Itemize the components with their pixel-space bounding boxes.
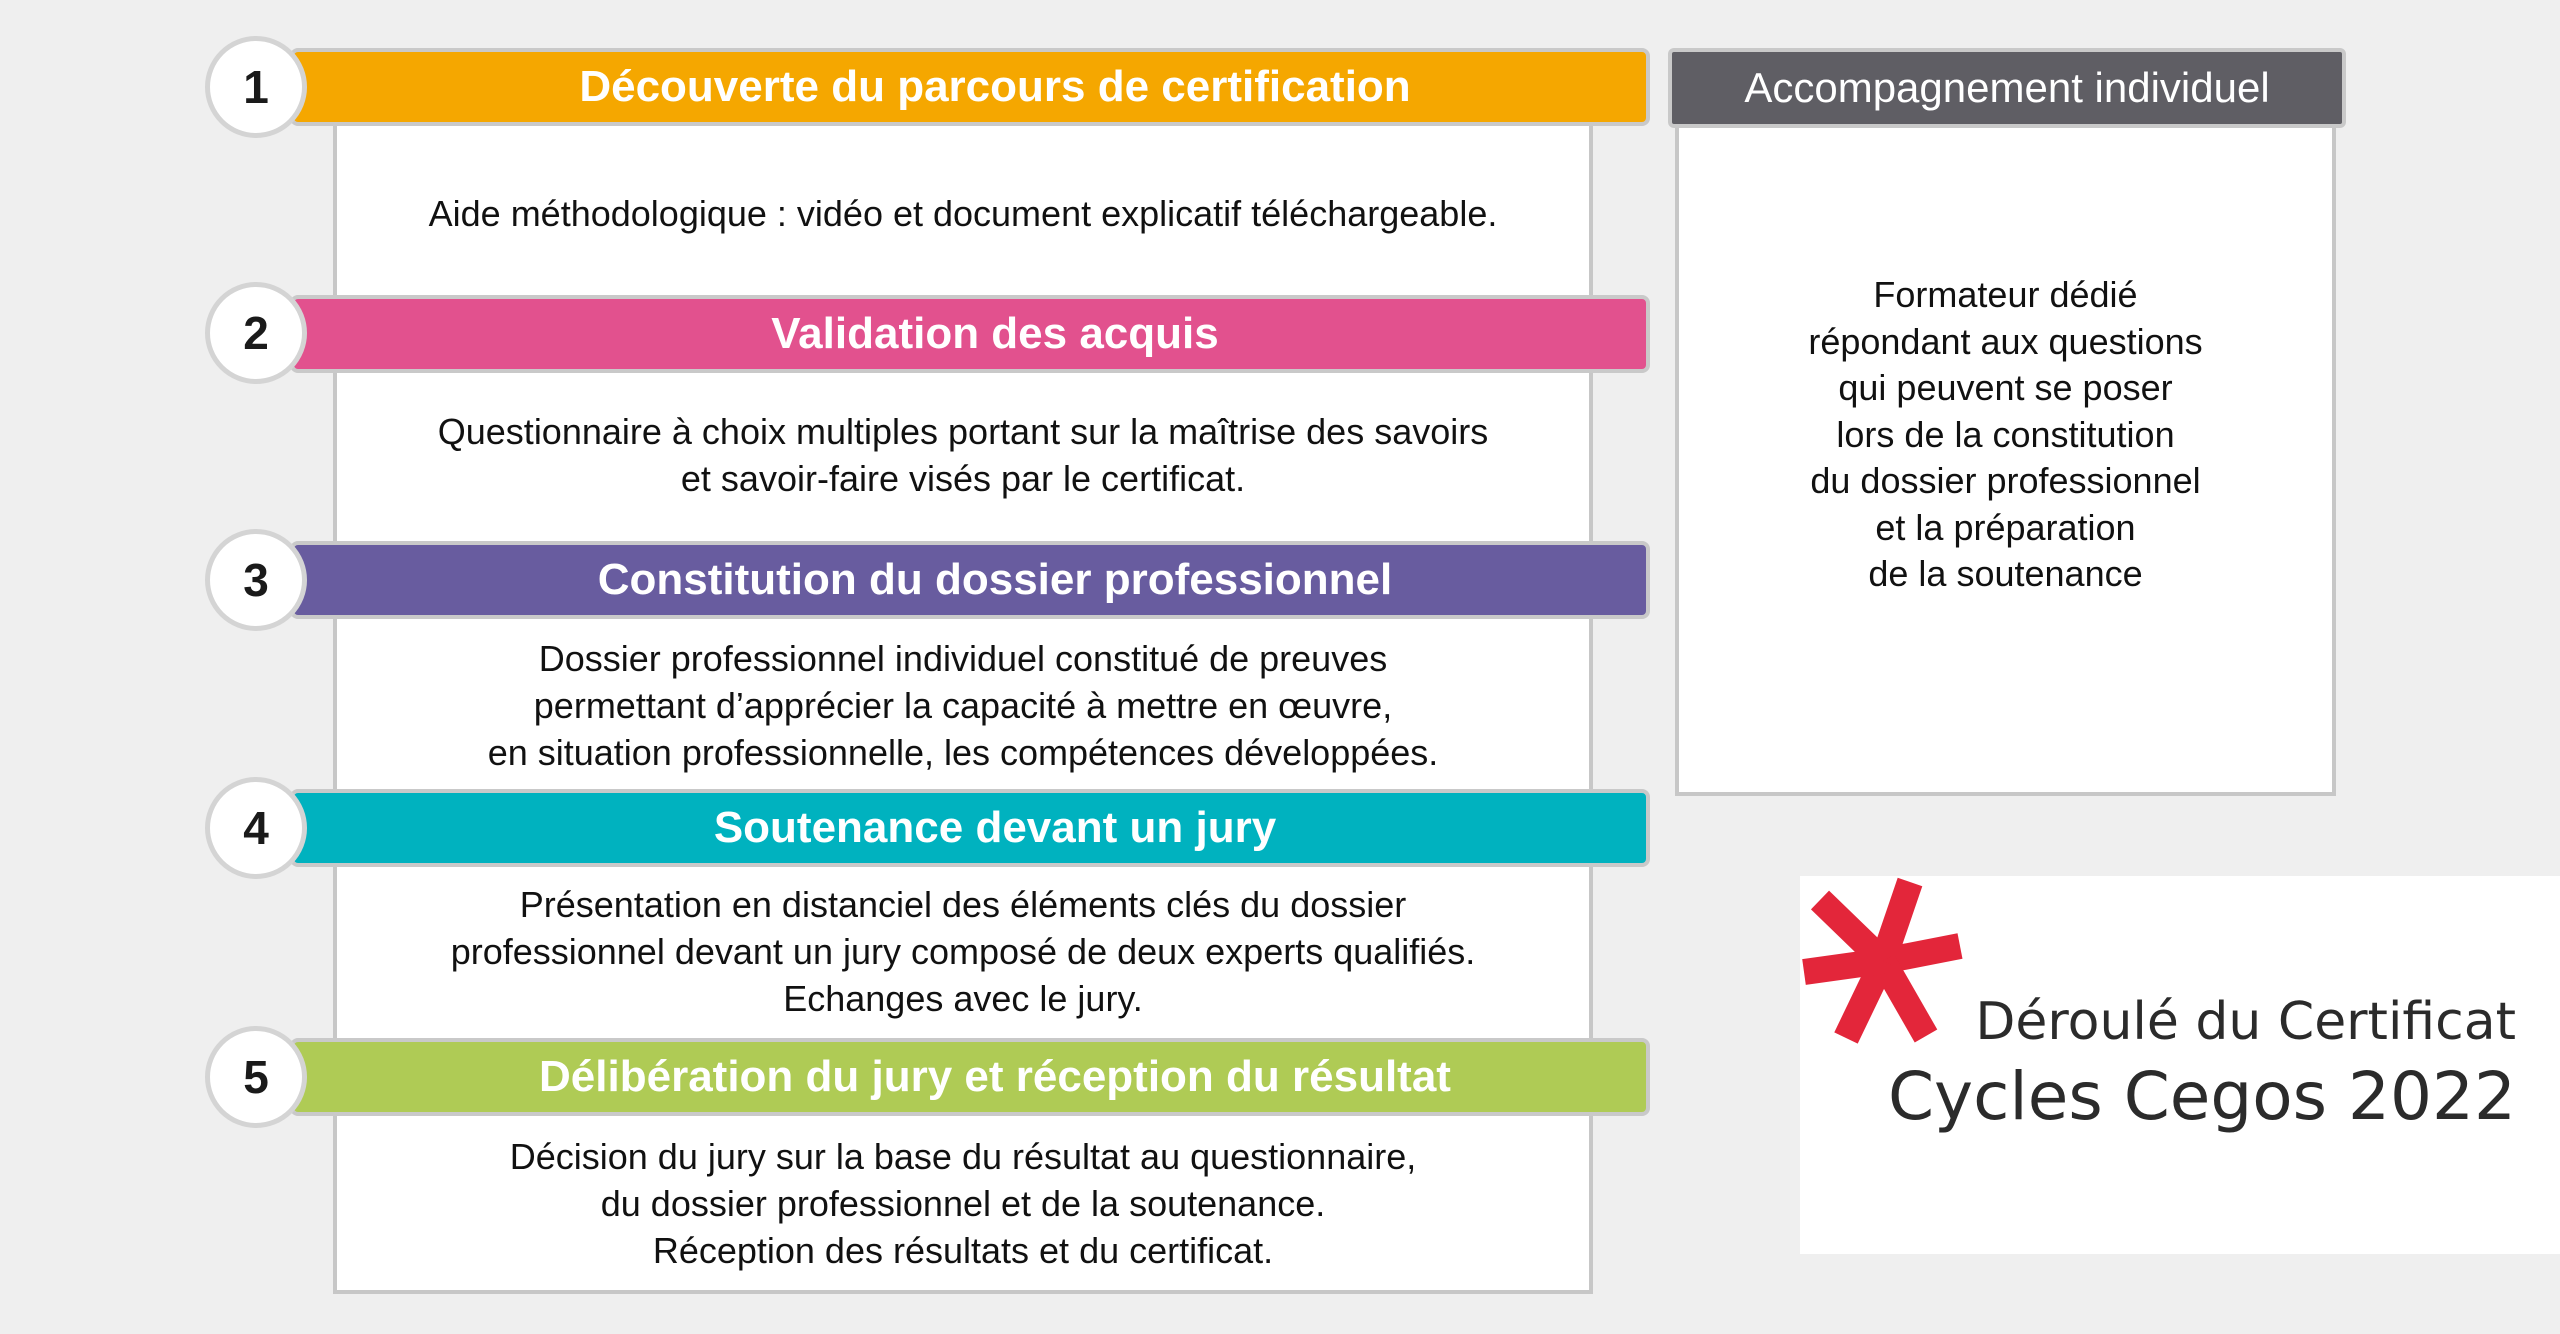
step-1-number: 1 bbox=[243, 61, 269, 113]
accompagnement-line: répondant aux questions bbox=[1808, 320, 2203, 362]
step-4-header bbox=[290, 789, 1650, 867]
accompagnement-line: et la préparation bbox=[1875, 506, 2136, 548]
step-3-description-line: permettant d’apprécier la capacité à mettre en œuvre, bbox=[533, 685, 1393, 726]
step-1-description bbox=[333, 190, 1593, 237]
step-1-description-line: Aide méthodologique : vidéo et document explicatif téléchargeable. bbox=[428, 193, 1498, 234]
step-3-description-line: en situation professionnelle, les compétences développées. bbox=[487, 732, 1439, 773]
step-1-header bbox=[290, 48, 1650, 126]
step-4-title: Soutenance devant un jury bbox=[713, 803, 1277, 852]
asterisk-logo-icon bbox=[1798, 876, 1968, 1046]
accompagnement-line: du dossier professionnel bbox=[1810, 460, 2201, 501]
step-1-number-badge bbox=[205, 36, 307, 138]
step-4-description-line: Présentation en distanciel des éléments clés du dossier bbox=[519, 884, 1407, 925]
step-5-header bbox=[290, 1038, 1650, 1116]
step-3-number-badge bbox=[205, 529, 307, 631]
step-2-description-line: Questionnaire à choix multiples portant sur la maîtrise des savoirs bbox=[437, 411, 1489, 452]
step-5-description-line: Réception des résultats et du certificat. bbox=[652, 1230, 1274, 1271]
accompagnement-line: lors de la constitution bbox=[1836, 413, 2175, 455]
step-4-description bbox=[333, 881, 1593, 1022]
logo-title-line-1: Déroulé du Certificat bbox=[1975, 992, 2516, 1052]
step-5-description-line: du dossier professionnel et de la soutenance. bbox=[600, 1183, 1326, 1224]
step-2-number-badge bbox=[205, 282, 307, 384]
step-5-description-line: Décision du jury sur la base du résultat au questionnaire, bbox=[509, 1136, 1417, 1177]
step-2-description bbox=[333, 408, 1593, 502]
accompagnement-line: Formateur dédié bbox=[1873, 274, 2138, 315]
step-2-description-line: et savoir-faire visés par le certificat. bbox=[680, 458, 1246, 499]
step-3-header bbox=[290, 541, 1650, 619]
accompagnement-line: qui peuvent se poser bbox=[1838, 367, 2173, 408]
step-5-number: 5 bbox=[243, 1051, 269, 1103]
step-4-number: 4 bbox=[243, 802, 269, 854]
step-3-number: 3 bbox=[243, 554, 269, 606]
step-4-description-line: Echanges avec le jury. bbox=[783, 978, 1143, 1019]
step-2-number: 2 bbox=[243, 307, 269, 359]
accompagnement-description bbox=[1675, 272, 2336, 598]
step-5-title: Délibération du jury et réception du résultat bbox=[539, 1052, 1451, 1101]
step-2-title: Validation des acquis bbox=[771, 309, 1219, 358]
step-5-description bbox=[333, 1133, 1593, 1274]
accompagnement-header bbox=[1668, 48, 2346, 128]
logo-title-line-2: Cycles Cegos 2022 bbox=[1887, 1058, 2516, 1135]
step-4-description-line: professionnel devant un jury composé de deux experts qualifiés. bbox=[450, 931, 1476, 972]
step-2-header bbox=[290, 295, 1650, 373]
accompagnement-line: de la soutenance bbox=[1868, 553, 2143, 594]
step-5-number-badge bbox=[205, 1026, 307, 1128]
accompagnement-title: Accompagnement individuel bbox=[1744, 64, 2270, 111]
step-3-title: Constitution du dossier professionnel bbox=[597, 555, 1393, 604]
step-3-description bbox=[333, 635, 1593, 776]
step-1-title: Découverte du parcours de certification bbox=[579, 62, 1411, 111]
step-3-description-line: Dossier professionnel individuel constitué de preuves bbox=[538, 638, 1388, 679]
step-4-number-badge bbox=[205, 777, 307, 879]
